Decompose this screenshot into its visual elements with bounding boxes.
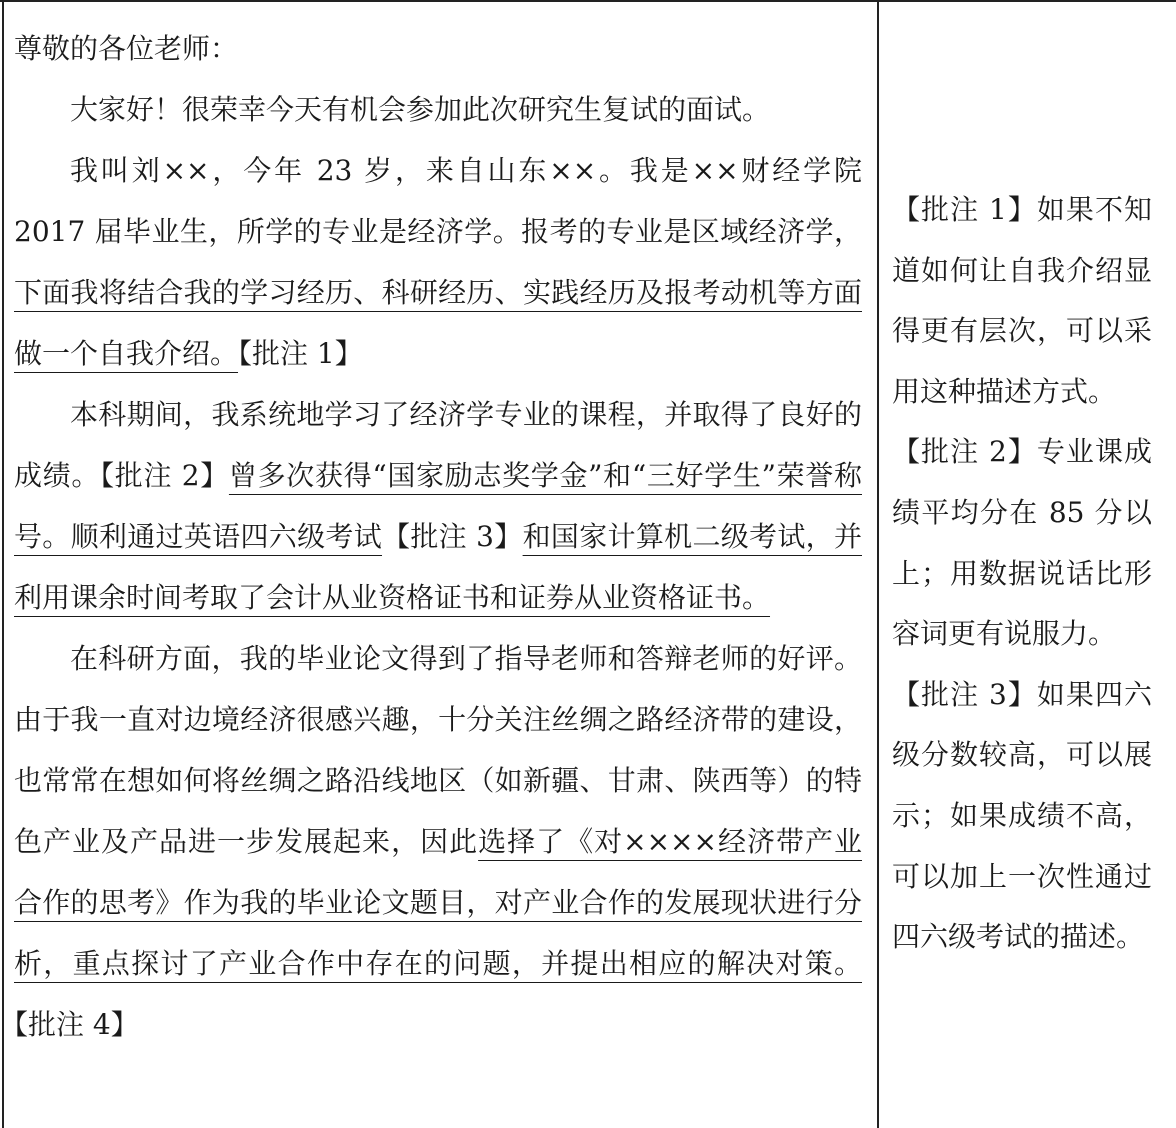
research-text: 在科研方面，我的毕业论文得到了指导老师和答辩老师的好评。由于我一直对边境经济很感兴趣，十分关注丝绸之路经济带的建设，也常常在想如何将丝绸之路沿线地区（如新疆、甘肃、陕西等）的特色产业及产品进一步发展起来，因此 xyxy=(14,642,862,858)
intro-text: 我叫刘××，今年 23 岁，来自山东××。我是××财经学院 2017 届毕业生，所学的专业是经济学。报考的专业是区域经济学， xyxy=(14,154,862,248)
annotation-ref-3: 【批注 3】 xyxy=(382,520,523,553)
annotation-ref-4: 【批注 4】 xyxy=(14,1008,139,1041)
annotation-ref-1: 【批注 1】 xyxy=(238,337,363,370)
study-text: 本科期间，我系统地学习了经济学专业的课程，并取得了良好的成绩。 xyxy=(14,398,862,492)
main-text xyxy=(14,18,862,1055)
left-border xyxy=(2,2,4,1128)
annotation-3: 【批注 3】如果四六级分数较高，可以展示；如果成绩不高，可以加上一次性通过四六级考试的描述。 xyxy=(892,677,1152,954)
salutation: 尊敬的各位老师： xyxy=(14,32,239,65)
underlined-text: 和国家计算机二级考试，并利用课余时间考取了会计从业资格证书和证券从业资格证书。 xyxy=(14,520,862,614)
paragraph-intro xyxy=(14,140,862,384)
annotation-2: 【批注 2】专业课成绩平均分在 85 分以上；用数据说话比形容词更有说服力。 xyxy=(892,435,1152,651)
column-divider xyxy=(877,2,879,1128)
paragraph-study xyxy=(14,384,862,628)
annotation-column xyxy=(892,180,1152,968)
annotation-ref-2: 【批注 2】 xyxy=(100,459,229,492)
underlined-text: 曾多次获得“国家励志奖学金”和“三好学生”荣誉称号。顺利通过英语四六级考试 xyxy=(14,459,862,553)
paragraph-research xyxy=(14,628,862,1055)
underlined-text: 选择了《对××××经济带产业合作的思考》作为我的毕业论文题目，对产业合作的发展现状进行分析，重点探讨了产业合作中存在的问题，并提出相应的解决对策。 xyxy=(14,825,862,980)
underlined-text: 下面我将结合我的学习经历、科研经历、实践经历及报考动机等方面做一个自我介绍。 xyxy=(14,276,862,370)
annotation-1: 【批注 1】如果不知道如何让自我介绍显得更有层次，可以采用这种描述方式。 xyxy=(892,193,1152,408)
paragraph-greeting: 大家好！很荣幸今天有机会参加此次研究生复试的面试。 xyxy=(70,93,771,126)
